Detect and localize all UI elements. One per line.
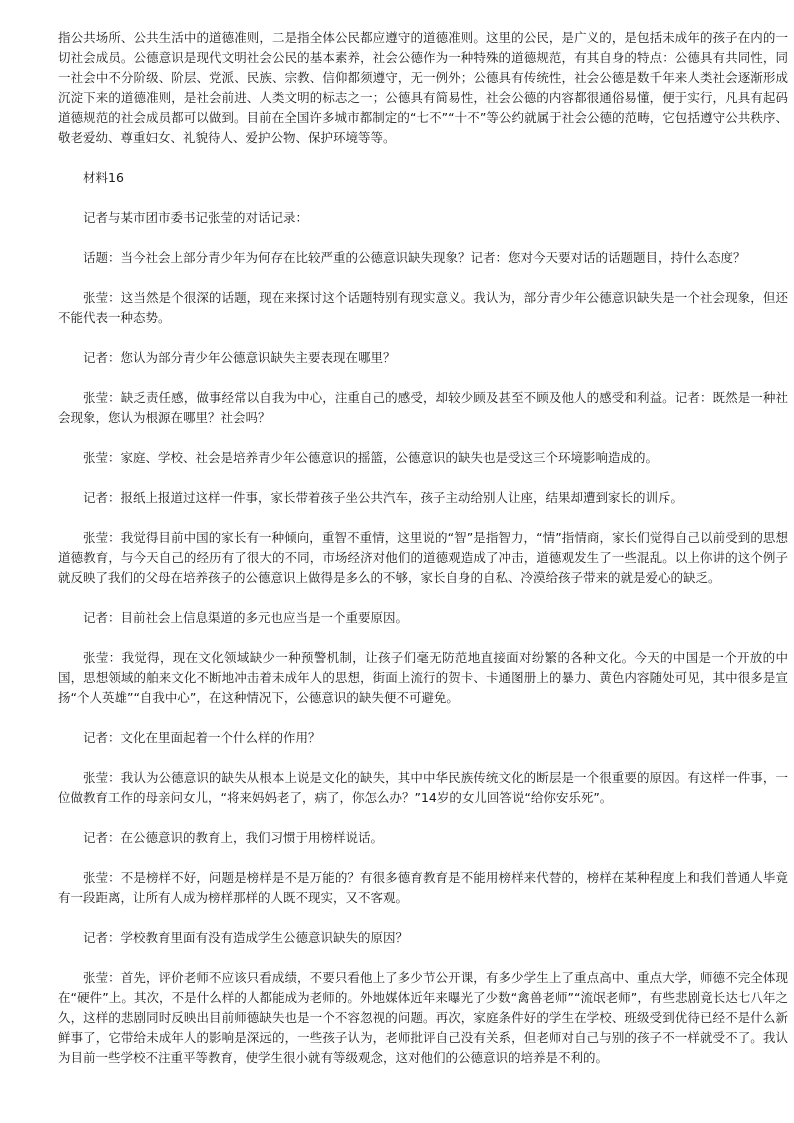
dialogue-line: 张莹：我认为公德意识的缺失从根本上说是文化的缺失，其中中华民族传统文化的断层是一个很重要的原因。有这样一件事，一位做教育工作的母亲问女儿，“将来妈妈老了，病了，你怎么办？”14岁的女儿回答说“给你安乐死”。	[58, 770, 788, 805]
dialogue-line: 张莹：不是榜样不好，问题是榜样是不是万能的？有很多德育教育是不能用榜样来代替的，榜样在某种程度上和我们普通人毕竟有一段距离，让所有人成为榜样那样的人既不现实，又不客观。	[58, 870, 788, 905]
dialogue-line: 张莹：家庭、学校、社会是培养青少年公德意识的摇篮，公德意识的缺失也是受这三个环境影响造成的。	[83, 450, 659, 465]
dialogue-line: 张莹：我觉得目前中国的家长有一种倾向，重智不重情，这里说的“智”是指智力，“情”指情商，家长们觉得自己以前受到的思想道德教育，与今天自己的经历有了很大的不同，市场经济对他们的道德观造成了冲击，道德观发生了一些混乱。以上你讲的这个例子就反映了我们的父母在培养孩子的公德意识上做得是多么的不够，家长自身的自私、冷漠给孩子带来的就是爱心的缺乏。	[58, 530, 788, 585]
dialogue-line: 记者：目前社会上信息渠道的多元也应当是一个重要原因。	[83, 610, 409, 625]
dialogue-line: 记者：报纸上报道过这样一件事，家长带着孩子坐公共汽车，孩子主动给别人让座，结果却遭到家长的训斥。	[83, 490, 684, 505]
dialogue-line: 张莹：缺乏责任感，做事经常以自我为中心，注重自己的感受，却较少顾及甚至不顾及他人的感受和利益。记者：既然是一种社会现象，您认为根源在哪里？社会吗？	[58, 390, 788, 425]
dialogue-line: 记者：学校教育里面有没有造成学生公德意识缺失的原因？	[83, 930, 409, 945]
dialogue-line: 张莹：我觉得，现在文化领域缺少一种预警机制，让孩子们毫无防范地直接面对纷繁的各种文化。今天的中国是一个开放的中国，思想领域的舶来文化不断地冲击着未成年人的思想，街面上流行的贺卡、卡通图册上的暴力、黄色内容随处可见，其中很多是宣扬“个人英雄”“自我中心”，在这种情况下，公德意识的缺失便不可避免。	[58, 650, 788, 705]
dialogue-intro: 记者与某市团市委书记张莹的对话记录：	[83, 210, 309, 225]
dialogue-line: 张莹：这当然是个很深的话题，现在来探讨这个话题特别有现实意义。我认为，部分青少年公德意识缺失是一个社会现象，但还不能代表一种态势。	[58, 290, 788, 325]
dialogue-line: 张莹：首先，评价老师不应该只看成绩，不要只看他上了多少节公开课，有多少学生上了重点高中、重点大学，师德不完全体现在“硬件”上。其次，不是什么样的人都能成为老师的。外地媒体近年来曝光了少数“禽兽老师”“流氓老师”，有些悲剧竟长达七八年之久，这样的悲剧同时反映出目前师德缺失也是一个不容忽视的问题。再次，家庭条件好的学生在学校、班级受到优待已经不是什么新鲜事了，它带给未成年人的影响是深远的，一些孩子认为，老师批评自己没有关系，但老师对自己与别的孩子不一样就受不了。我认为目前一些学校不注重平等教育，使学生很小就有等级观念，这对他们的公德意识的培养是不利的。	[58, 970, 788, 1065]
dialogue-topic: 话题：当今社会上部分青少年为何存在比较严重的公德意识缺失现象？记者：您对今天要对话的话题题目，持什么态度？	[83, 250, 746, 265]
dialogue-line: 记者：您认为部分青少年公德意识缺失主要表现在哪里？	[83, 350, 396, 365]
continued-paragraph: 指公共场所、公共生活中的道德准则，二是指全体公民都应遵守的道德准则。这里的公民，是广义的，是包括未成年的孩子在内的一切社会成员。公德意识是现代文明社会公民的基本素养，社会公德作为一种特殊的道德规范，有其自身的特点：公德具有共同性，同一社会中不分阶级、阶层、党派、民族、宗教、信仰都须遵守，无一例外；公德具有传统性，社会公德是数千年来人类社会逐渐形成沉淀下来的道德准则，是社会前进、人类文明的标志之一；公德具有简易性，社会公德的内容都很通俗易懂，便于实行，凡具有起码道德规范的社会成员都可以做到。目前在全国许多城市都制定的“七不”“十不”等公约就属于社会公德的范畴，它包括遵守公共秩序、敬老爱幼、尊重妇女、礼貌待人、爱护公物、保护环境等等。	[58, 30, 788, 145]
dialogue-line: 记者：文化在里面起着一个什么样的作用？	[83, 730, 321, 745]
material-label: 材料16	[83, 170, 124, 185]
dialogue-line: 记者：在公德意识的教育上，我们习惯于用榜样说话。	[83, 830, 384, 845]
